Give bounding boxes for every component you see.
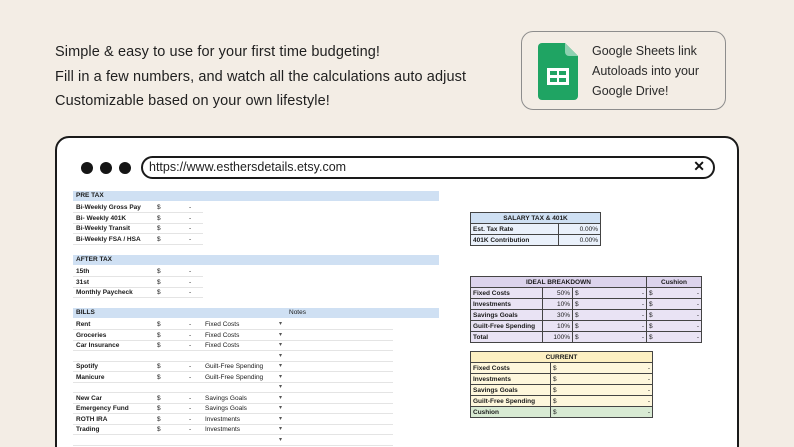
- row-gridline: [73, 244, 203, 245]
- row-gridline: [289, 445, 393, 446]
- amount-cell[interactable]: -: [189, 214, 192, 222]
- cushion-amount: -: [661, 310, 702, 321]
- address-bar[interactable]: [141, 156, 715, 179]
- current-label: Savings Goals: [471, 385, 551, 396]
- row-gridline: [73, 445, 289, 446]
- amount-cell[interactable]: -: [189, 268, 192, 275]
- currency-symbol: $: [647, 321, 661, 332]
- chevron-down-icon[interactable]: ▾: [279, 321, 283, 327]
- cushion-amount: -: [661, 332, 702, 343]
- bills-header: BILLS: [73, 308, 439, 318]
- promo-line: Customizable based on your own lifestyle!: [55, 93, 330, 109]
- ideal-amount: -: [587, 321, 647, 332]
- currency-symbol: $: [647, 288, 661, 299]
- current-amount: -: [565, 363, 653, 374]
- salary-tax-table: [470, 212, 601, 246]
- amount-cell[interactable]: -: [189, 235, 192, 243]
- chevron-down-icon[interactable]: ▾: [279, 363, 283, 369]
- bills-row-label: Manicure: [76, 373, 105, 381]
- chevron-down-icon[interactable]: ▾: [279, 436, 283, 443]
- chevron-down-icon[interactable]: ▾: [279, 405, 283, 411]
- current-label: Investments: [471, 374, 551, 385]
- currency-symbol: $: [647, 310, 661, 321]
- currency-symbol: $: [647, 332, 661, 343]
- close-icon[interactable]: ✕: [693, 158, 705, 174]
- currency-symbol: $: [157, 363, 161, 370]
- row-gridline: [73, 424, 289, 425]
- current-amount: -: [565, 374, 653, 385]
- currency-symbol: $: [551, 374, 565, 385]
- category-select[interactable]: Fixed Costs: [205, 321, 240, 328]
- window-dot: [81, 162, 93, 174]
- currency-symbol: $: [551, 385, 565, 396]
- category-select[interactable]: Savings Goals: [205, 405, 247, 412]
- amount-cell[interactable]: -: [189, 342, 192, 349]
- bills-row-label: Emergency Fund: [76, 405, 129, 412]
- ideal-percent[interactable]: 30%: [543, 310, 573, 321]
- amount-cell[interactable]: -: [189, 289, 192, 296]
- row-gridline: [73, 434, 289, 435]
- google-sheets-badge: [521, 31, 726, 110]
- salary-tax-title: SALARY TAX & 401K: [471, 213, 601, 224]
- currency-symbol: $: [157, 225, 161, 232]
- currency-symbol: $: [157, 331, 161, 339]
- amount-cell[interactable]: -: [189, 331, 192, 339]
- badge-line: Google Drive!: [592, 84, 669, 98]
- chevron-down-icon[interactable]: ▾: [279, 352, 283, 359]
- amount-cell[interactable]: -: [189, 363, 192, 370]
- ideal-percent[interactable]: 10%: [543, 321, 573, 332]
- category-select[interactable]: Investments: [205, 415, 241, 423]
- google-sheets-icon: [538, 43, 578, 100]
- amount-cell[interactable]: -: [189, 426, 192, 433]
- amount-cell[interactable]: -: [189, 321, 192, 328]
- bills-row-label: Trading: [76, 426, 100, 433]
- salary-tax-value[interactable]: 0.00%: [559, 224, 601, 235]
- bills-row-label: Rent: [76, 321, 91, 328]
- row-gridline: [289, 424, 393, 425]
- ideal-label: Fixed Costs: [471, 288, 543, 299]
- badge-text: [592, 41, 699, 101]
- amount-cell[interactable]: -: [189, 204, 192, 211]
- bills-row-label: Groceries: [76, 331, 107, 339]
- category-select[interactable]: Fixed Costs: [205, 331, 240, 339]
- ideal-percent[interactable]: 50%: [543, 288, 573, 299]
- currency-symbol: $: [157, 415, 161, 423]
- promo-line: Fill in a few numbers, and watch all the calculations auto adjust: [55, 68, 467, 85]
- current-amount: -: [565, 385, 653, 396]
- row-gridline: [289, 361, 393, 362]
- chevron-down-icon[interactable]: ▾: [279, 384, 283, 390]
- cushion-amount: -: [661, 288, 702, 299]
- ideal-label: Total: [471, 332, 543, 343]
- row-gridline: [73, 392, 289, 393]
- bills-row-label: Spotify: [76, 363, 99, 370]
- chevron-down-icon[interactable]: ▾: [279, 373, 283, 380]
- chevron-down-icon[interactable]: ▾: [279, 331, 283, 338]
- bills-row-label: ROTH IRA: [76, 415, 108, 423]
- currency-symbol: $: [647, 299, 661, 310]
- currency-symbol: $: [157, 204, 161, 211]
- ideal-label: Investments: [471, 299, 543, 310]
- row-gridline: [289, 340, 393, 341]
- amount-cell[interactable]: -: [189, 405, 192, 412]
- chevron-down-icon[interactable]: ▾: [279, 426, 283, 432]
- window-dot: [100, 162, 112, 174]
- ideal-amount: -: [587, 288, 647, 299]
- promo-line: Simple & easy to use for your first time budgeting!: [55, 44, 381, 60]
- currency-symbol: $: [157, 321, 161, 328]
- badge-line: Autoloads into your: [592, 64, 700, 78]
- ideal-amount: -: [587, 332, 647, 343]
- bills-row-label: New Car: [76, 394, 103, 402]
- after-tax-row-label: Monthly Paycheck: [76, 289, 133, 296]
- after-tax-row-label: 31st: [76, 278, 90, 286]
- cushion-amount: -: [661, 299, 702, 310]
- currency-symbol: $: [551, 407, 565, 418]
- row-gridline: [289, 350, 393, 351]
- url-text: https://www.esthersdetails.etsy.com: [149, 160, 347, 174]
- row-gridline: [73, 350, 289, 351]
- category-select[interactable]: Guilt-Free Spending: [205, 373, 264, 381]
- row-gridline: [289, 403, 393, 404]
- badge-line: Google Sheets link: [592, 44, 697, 58]
- current-label: Cushion: [471, 407, 551, 418]
- chevron-down-icon[interactable]: ▾: [279, 342, 283, 348]
- row-gridline: [289, 382, 393, 383]
- row-gridline: [289, 413, 393, 414]
- ideal-breakdown-title: IDEAL BREAKDOWN: [471, 277, 647, 288]
- currency-symbol: $: [573, 332, 587, 343]
- current-label: Fixed Costs: [471, 363, 551, 374]
- row-gridline: [289, 434, 393, 435]
- ideal-percent[interactable]: 100%: [543, 332, 573, 343]
- currency-symbol: $: [157, 373, 161, 381]
- ideal-label: Savings Goals: [471, 310, 543, 321]
- pre-tax-header: PRE TAX: [73, 191, 439, 201]
- current-amount: -: [565, 396, 653, 407]
- current-title: CURRENT: [471, 352, 653, 363]
- currency-symbol: $: [573, 321, 587, 332]
- cushion-amount: -: [661, 321, 702, 332]
- currency-symbol: $: [157, 214, 161, 222]
- currency-symbol: $: [157, 342, 161, 349]
- category-select[interactable]: Savings Goals: [205, 394, 247, 402]
- ideal-breakdown-table: [470, 276, 702, 343]
- pre-tax-row-label: Bi- Weekly 401K: [76, 214, 127, 222]
- currency-symbol: $: [573, 288, 587, 299]
- ideal-label: Guilt-Free Spending: [471, 321, 543, 332]
- currency-symbol: $: [157, 268, 161, 275]
- row-gridline: [289, 329, 393, 330]
- after-tax-row-label: 15th: [76, 268, 90, 275]
- currency-symbol: $: [157, 405, 161, 412]
- currency-symbol: $: [551, 396, 565, 407]
- amount-cell[interactable]: -: [189, 394, 192, 402]
- currency-symbol: $: [157, 278, 161, 286]
- row-gridline: [73, 297, 203, 298]
- current-amount: -: [565, 407, 653, 418]
- currency-symbol: $: [157, 394, 161, 402]
- category-select[interactable]: Investments: [205, 426, 241, 433]
- pre-tax-row-label: Bi-Weekly Gross Pay: [76, 204, 141, 211]
- currency-symbol: $: [573, 310, 587, 321]
- row-gridline: [73, 276, 203, 277]
- window-dot: [119, 162, 131, 174]
- row-gridline: [289, 392, 393, 393]
- currency-symbol: $: [551, 363, 565, 374]
- spreadsheet: [73, 188, 733, 447]
- amount-cell[interactable]: -: [189, 373, 192, 381]
- salary-tax-label: 401K Contribution: [471, 235, 559, 246]
- category-select[interactable]: Guilt-Free Spending: [205, 363, 264, 370]
- chevron-down-icon[interactable]: ▾: [279, 415, 283, 422]
- pre-tax-row-label: Bi-Weekly Transit: [76, 225, 131, 232]
- amount-cell[interactable]: -: [189, 278, 192, 286]
- row-gridline: [289, 371, 393, 372]
- notes-header: Notes: [289, 309, 306, 316]
- current-label: Guilt-Free Spending: [471, 396, 551, 407]
- after-tax-header: AFTER TAX: [73, 255, 439, 265]
- cushion-title: Cushion: [647, 277, 702, 288]
- ideal-amount: -: [587, 299, 647, 310]
- salary-tax-value[interactable]: 0.00%: [559, 235, 601, 246]
- promo-text: [55, 40, 466, 114]
- amount-cell[interactable]: -: [189, 415, 192, 423]
- browser-window: [55, 136, 739, 447]
- chevron-down-icon[interactable]: ▾: [279, 394, 283, 401]
- pre-tax-row-label: Bi-Weekly FSA / HSA: [76, 235, 141, 243]
- salary-tax-label: Est. Tax Rate: [471, 224, 559, 235]
- currency-symbol: $: [573, 299, 587, 310]
- currency-symbol: $: [157, 426, 161, 433]
- category-select[interactable]: Fixed Costs: [205, 342, 240, 349]
- ideal-amount: -: [587, 310, 647, 321]
- currency-symbol: $: [157, 289, 161, 296]
- amount-cell[interactable]: -: [189, 225, 192, 232]
- current-table: [470, 351, 653, 418]
- ideal-percent[interactable]: 10%: [543, 299, 573, 310]
- currency-symbol: $: [157, 235, 161, 243]
- bills-row-label: Car Insurance: [76, 342, 120, 349]
